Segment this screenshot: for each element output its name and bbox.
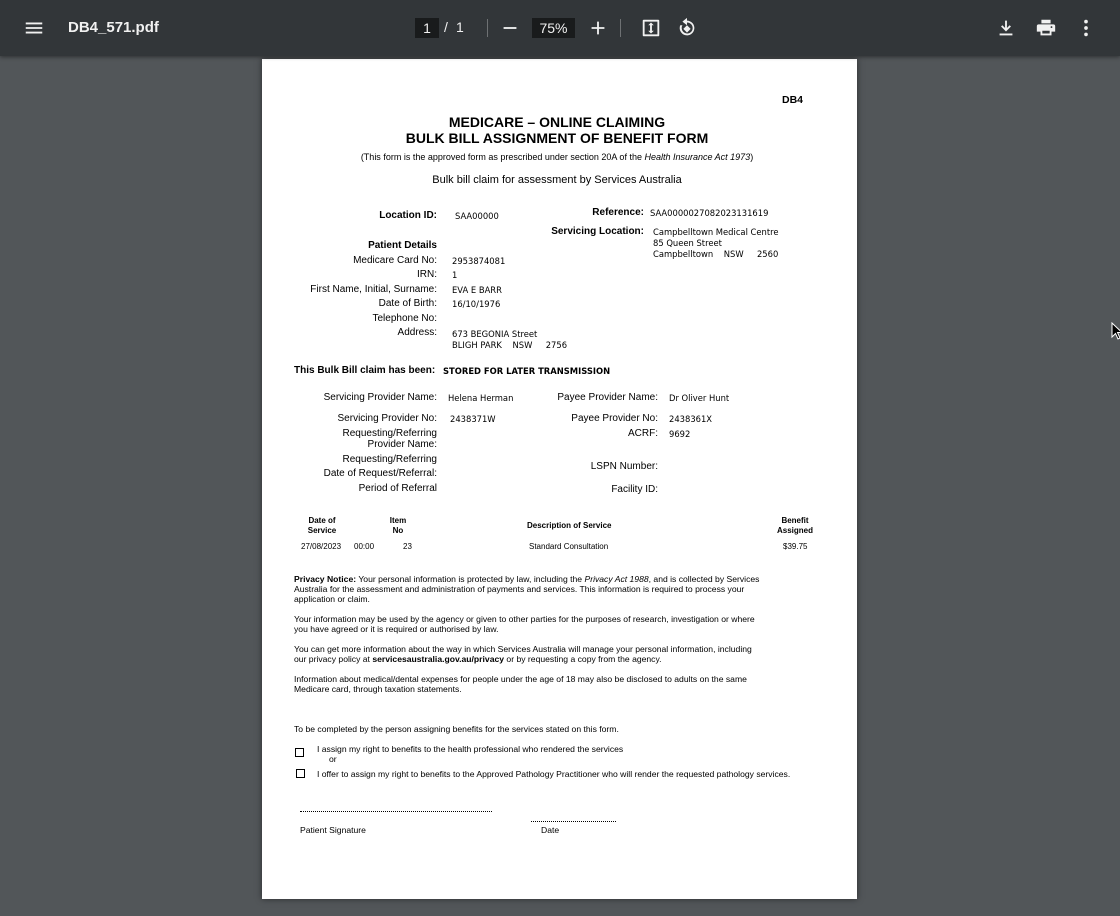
header-benefit-assigned: Benefit Assigned bbox=[776, 516, 813, 535]
medicare-card-label: Medicare Card No: bbox=[353, 255, 437, 266]
assignment-intro: To be completed by the person assigning benefits for the services stated on this form. bbox=[294, 724, 619, 734]
servicing-location-line2: 85 Queen Street bbox=[653, 238, 722, 248]
or-label: or bbox=[329, 754, 337, 764]
payee-provider-no-value: 2438361X bbox=[669, 414, 713, 424]
header-date-of-service: Date of Service bbox=[307, 516, 337, 535]
assign-health-professional-checkbox[interactable] bbox=[295, 748, 304, 757]
payee-provider-no-label: Payee Provider No: bbox=[571, 413, 658, 424]
referral-date-label-1: Requesting/Referring bbox=[342, 454, 437, 465]
signature-line bbox=[300, 811, 492, 812]
fit-page-icon[interactable] bbox=[635, 12, 667, 44]
pdf-toolbar bbox=[0, 0, 1120, 56]
irn-label: IRN: bbox=[417, 269, 437, 280]
claim-purpose: Bulk bill claim for assessment by Services Australia bbox=[432, 174, 682, 186]
service-date: 27/08/2023 bbox=[301, 542, 342, 551]
payee-provider-name-value: Dr Oliver Hunt bbox=[669, 393, 730, 403]
page-separator: / bbox=[444, 19, 448, 35]
servicing-location-line1: Campbelltown Medical Centre bbox=[653, 227, 779, 237]
reference-label: Reference: bbox=[592, 207, 644, 218]
toolbar-divider bbox=[487, 19, 488, 37]
referring-provider-label-1: Requesting/Referring bbox=[342, 428, 437, 439]
patient-name-value: EVA E BARR bbox=[452, 285, 502, 295]
privacy-paragraph-4: Information about medical/dental expenses for people under the age of 18 may also be disclosed to adults on the same Medicare card, through taxation statements. bbox=[294, 674, 747, 694]
current-page-input[interactable]: 1 bbox=[415, 18, 439, 38]
claim-status-label: This Bulk Bill claim has been: bbox=[294, 365, 436, 376]
acrf-label: ACRF: bbox=[628, 428, 658, 439]
address-line2: BLIGH PARK NSW 2756 bbox=[452, 340, 568, 350]
privacy-paragraph-2: Your information may be used by the agency or given to other parties for the purposes of research, investigation or where you have agreed or it is required or authorised by law. bbox=[294, 614, 755, 634]
claim-status-value: STORED FOR LATER TRANSMISSION bbox=[443, 366, 611, 376]
dob-label: Date of Birth: bbox=[378, 298, 437, 309]
servicing-location-line3: Campbelltown NSW 2560 bbox=[653, 249, 779, 259]
zoom-out-icon[interactable] bbox=[494, 12, 526, 44]
payee-provider-name-label: Payee Provider Name: bbox=[557, 392, 658, 403]
print-icon[interactable] bbox=[1030, 12, 1062, 44]
servicing-location-label: Servicing Location: bbox=[551, 226, 644, 237]
rotate-icon[interactable] bbox=[671, 12, 703, 44]
irn-value: 1 bbox=[452, 270, 458, 280]
date-line bbox=[531, 821, 616, 822]
dob-value: 16/10/1976 bbox=[452, 299, 501, 309]
medicare-card-value: 2953874081 bbox=[452, 256, 506, 266]
servicing-provider-no-label: Servicing Provider No: bbox=[337, 413, 437, 424]
zoom-level-input[interactable]: 75% bbox=[532, 18, 575, 38]
facility-id-label: Facility ID: bbox=[611, 484, 658, 495]
privacy-paragraph-3: You can get more information about the way in which Services Australia will manage your personal information, including our privacy policy at servicesaustralia.gov.au/privacy or by requesting a copy from the agency. bbox=[294, 644, 752, 664]
form-title-line1: MEDICARE – ONLINE CLAIMING bbox=[448, 114, 666, 130]
patient-details-heading: Patient Details bbox=[368, 240, 437, 251]
referral-date-label-2: Date of Request/Referral: bbox=[323, 468, 437, 479]
servicing-provider-name-label: Servicing Provider Name: bbox=[323, 392, 437, 403]
assign-pathology-checkbox[interactable] bbox=[296, 769, 305, 778]
form-title-line2: BULK BILL ASSIGNMENT OF BENEFIT FORM bbox=[405, 130, 709, 146]
servicing-provider-no-value: 2438371W bbox=[450, 414, 496, 424]
location-id-value: SAA00000 bbox=[455, 211, 499, 221]
date-label: Date bbox=[541, 825, 560, 835]
patient-name-label: First Name, Initial, Surname: bbox=[310, 284, 437, 295]
telephone-label: Telephone No: bbox=[372, 313, 437, 324]
header-description: Description of Service bbox=[527, 521, 612, 530]
hamburger-menu-icon[interactable] bbox=[18, 12, 50, 44]
assign-option-2-label: I offer to assign my right to benefits to the Approved Pathology Practitioner who will render the requested pathology services. bbox=[317, 769, 791, 779]
location-id-label: Location ID: bbox=[379, 210, 437, 221]
toolbar-divider bbox=[620, 19, 621, 37]
document-title: DB4_571.pdf bbox=[68, 19, 159, 36]
period-of-referral-label: Period of Referral bbox=[358, 483, 437, 494]
more-icon[interactable] bbox=[1070, 12, 1102, 44]
address-label: Address: bbox=[397, 327, 437, 338]
total-pages: 1 bbox=[456, 19, 464, 35]
service-description: Standard Consultation bbox=[529, 542, 609, 551]
form-subtitle: (This form is the approved form as prescribed under section 20A of the Health Insurance Act 1973) bbox=[360, 152, 754, 162]
form-code: DB4 bbox=[782, 94, 804, 106]
address-line1: 673 BEGONIA Street bbox=[452, 329, 538, 339]
pdf-page bbox=[262, 59, 857, 899]
zoom-in-icon[interactable] bbox=[582, 12, 614, 44]
download-icon[interactable] bbox=[990, 12, 1022, 44]
service-time: 00:00 bbox=[354, 542, 375, 551]
patient-signature-label: Patient Signature bbox=[300, 825, 366, 835]
acrf-value: 9692 bbox=[669, 429, 691, 439]
service-item-no: 23 bbox=[403, 542, 412, 551]
servicing-provider-name-value: Helena Herman bbox=[448, 393, 514, 403]
mouse-cursor-icon bbox=[1111, 322, 1120, 340]
assign-option-1-label: I assign my right to benefits to the health professional who rendered the services bbox=[317, 744, 624, 754]
lspn-label: LSPN Number: bbox=[590, 461, 658, 472]
service-benefit: $39.75 bbox=[783, 542, 808, 551]
referring-provider-label-2: Provider Name: bbox=[367, 439, 437, 450]
reference-value: SAA0000027082023131619 bbox=[650, 208, 769, 218]
header-item-no: Item No bbox=[389, 516, 407, 535]
privacy-notice: Privacy Notice: Your personal information is protected by law, including the Privacy Act 1988, and is collected by Services Australia for the assessment and administration of payments and services. This information is required to process your application or claim. bbox=[294, 574, 760, 604]
